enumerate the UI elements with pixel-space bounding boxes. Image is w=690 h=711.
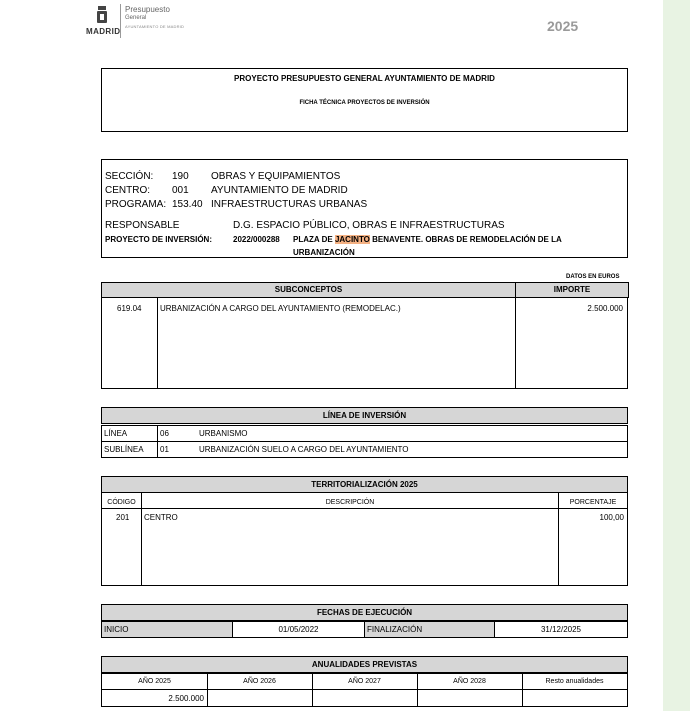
responsable-value: D.G. ESPACIO PÚBLICO, OBRAS E INFRAESTRUCTURAS: [233, 220, 505, 231]
subconcepto-desc: URBANIZACIÓN A CARGO DEL AYUNTAMIENTO (REMODELAC.): [160, 304, 401, 313]
linea-row: [101, 425, 628, 442]
logo-line2: General: [125, 15, 147, 21]
anual-col-2026: AÑO 2026: [243, 678, 276, 685]
anual-col-2025: AÑO 2025: [138, 678, 171, 685]
programa-name: INFRAESTRUCTURAS URBANAS: [211, 199, 368, 210]
madrid-crest-icon: [95, 5, 109, 25]
seccion-code: 190: [172, 171, 189, 182]
linea-header: LÍNEA DE INVERSIÓN: [101, 407, 628, 424]
fin-label: FINALIZACIÓN: [367, 625, 423, 634]
proyecto-name: [293, 235, 562, 244]
anual-col-2027: AÑO 2027: [348, 678, 381, 685]
centro-name: AYUNTAMIENTO DE MADRID: [211, 185, 348, 196]
fechas-header: FECHAS DE EJECUCIÓN: [101, 604, 628, 621]
header-box: [101, 68, 628, 132]
porcentaje-col-header: PORCENTAJE: [569, 499, 617, 506]
linea-name: URBANISMO: [199, 429, 248, 438]
territorial-divider-2: [558, 493, 559, 585]
subconcepto-importe: 2.500.000: [587, 304, 623, 313]
seccion-label: SECCIÓN:: [105, 171, 154, 182]
importe-header: IMPORTE: [515, 282, 629, 298]
programa-label: PROGRAMA:: [105, 199, 167, 210]
territorial-table: [101, 492, 628, 586]
anual-value-2025: 2.500.000: [168, 694, 204, 703]
inicio-label: INICIO: [104, 625, 129, 634]
seccion-name: OBRAS Y EQUIPAMIENTOS: [211, 171, 341, 182]
territorial-col-header-row: [102, 493, 627, 509]
anualidades-header: ANUALIDADES PREVISTAS: [101, 656, 628, 673]
logo-line3: AYUNTAMIENTO DE MADRID: [125, 24, 185, 29]
territorial-divider-1: [141, 493, 142, 585]
subconceptos-table: [101, 282, 628, 389]
proyecto-label: PROYECTO DE INVERSIÓN:: [105, 235, 212, 244]
logo-city-text: MADRID: [86, 27, 121, 36]
subconcepto-code: 619.04: [117, 304, 142, 313]
fin-label-cell: [364, 622, 495, 637]
anual-col-resto: Resto anualidades: [545, 678, 604, 685]
linea-label: LÍNEA: [104, 429, 128, 438]
logo-separator: [120, 4, 121, 38]
document-title: PROYECTO PRESUPUESTO GENERAL AYUNTAMIENTO DE MADRID: [234, 74, 495, 83]
descripcion-col-header: DESCRIPCIÓN: [325, 499, 375, 506]
fechas-row: [101, 621, 628, 638]
sublinea-name: URBANIZACIÓN SUELO A CARGO DEL AYUNTAMIENTO: [199, 445, 409, 454]
territorial-code: 201: [116, 513, 130, 522]
territorial-pct: 100,00: [599, 513, 624, 522]
proyecto-name-highlight: JACINTO: [334, 235, 370, 244]
budget-year: 2025: [547, 18, 579, 34]
proyecto-name-post: BENAVENTE. OBRAS DE REMODELACIÓN DE LA: [369, 235, 562, 244]
sublinea-label: SUBLÍNEA: [104, 445, 144, 454]
subconceptos-col-divider: [157, 298, 158, 388]
proyecto-name-line2: URBANIZACIÓN: [293, 248, 355, 257]
datos-en-euros-note: DATOS EN EUROS: [566, 274, 620, 280]
programa-code: 153.40: [172, 199, 203, 210]
info-box: [101, 159, 628, 258]
territorial-desc: CENTRO: [144, 513, 178, 522]
proyecto-code: 2022/000288: [233, 235, 280, 244]
inicio-value: 01/05/2022: [278, 625, 319, 634]
fin-value: 31/12/2025: [540, 625, 582, 634]
sublinea-row: [101, 441, 628, 458]
inicio-label-cell: [102, 622, 233, 637]
anual-col-2028: AÑO 2028: [453, 678, 486, 685]
logo-line1: Presupuesto: [125, 5, 170, 14]
importe-col-divider: [515, 298, 516, 388]
sublinea-divider: [157, 442, 158, 457]
responsable-label: RESPONSABLE: [105, 220, 180, 231]
sublinea-code: 01: [160, 445, 169, 454]
anualidades-table: [101, 673, 628, 707]
codigo-col-header: CÓDIGO: [107, 499, 136, 506]
territorial-header: TERRITORIALIZACIÓN 2025: [101, 476, 628, 493]
subconceptos-header: SUBCONCEPTOS: [101, 282, 516, 298]
linea-code: 06: [160, 429, 169, 438]
linea-divider: [157, 426, 158, 441]
centro-code: 001: [172, 185, 189, 196]
proyecto-name-pre: PLAZA DE: [293, 235, 335, 244]
madrid-logo: [86, 4, 196, 40]
document-subtitle: FICHA TÉCNICA PROYECTOS DE INVERSIÓN: [299, 100, 430, 106]
centro-label: CENTRO:: [105, 185, 150, 196]
